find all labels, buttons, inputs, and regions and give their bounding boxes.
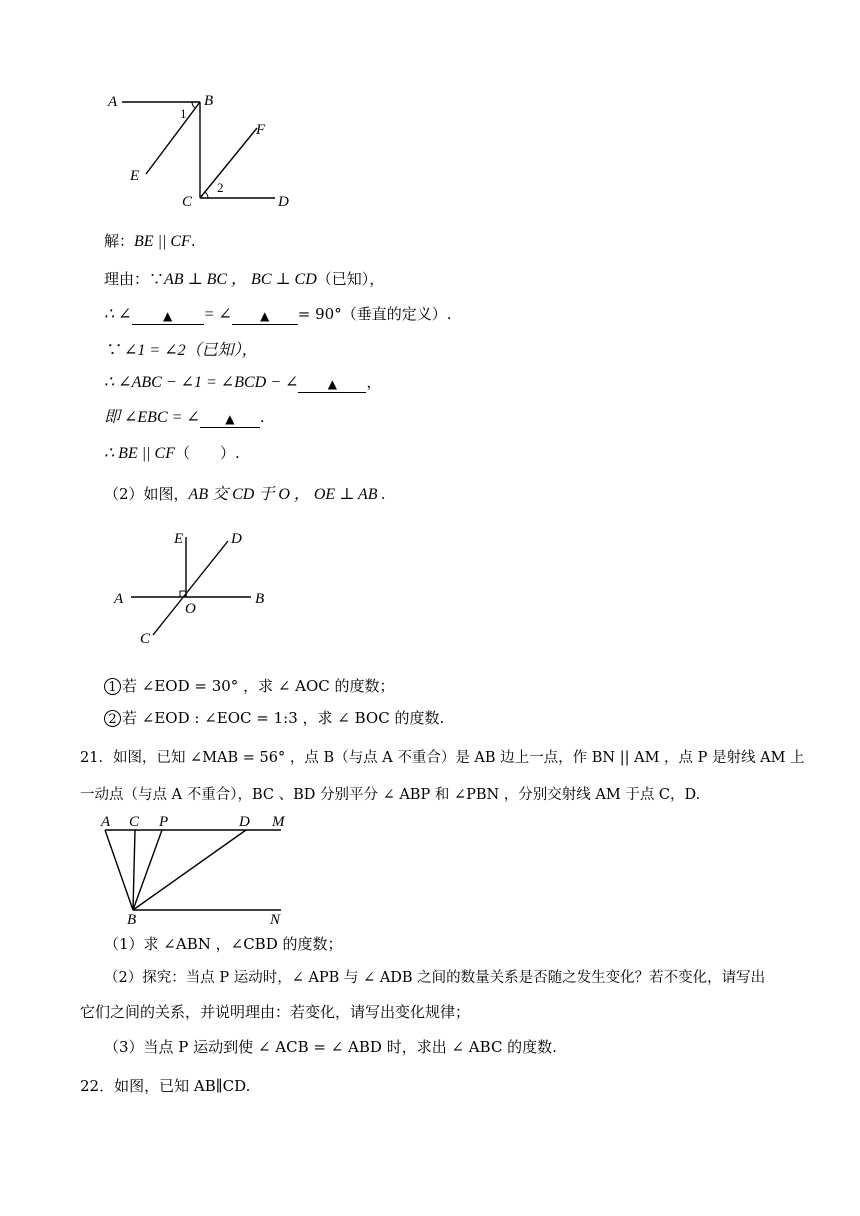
- question-21-sub-2a: （2）探究：当点 P 运动时，∠ APB 与 ∠ ADB 之间的数量关系是否随之发生变化？若不变化，请写出: [104, 970, 766, 986]
- fig2-label-d: D: [231, 531, 242, 547]
- solution-conclusion: 解：BE || CF.: [104, 232, 196, 250]
- fig2-label-a: A: [114, 591, 124, 607]
- part-2-question-2: 2 若 ∠EOD : ∠EOC = 1:3 ，求 ∠ BOC 的度数.: [104, 708, 444, 728]
- fig1-label-b: B: [204, 93, 214, 109]
- fig3-label-b: B: [127, 912, 137, 928]
- fig1-label-f: F: [256, 122, 266, 138]
- fig1-angle-2: 2: [217, 180, 224, 195]
- question-21-sub-3: （3）当点 P 运动到使 ∠ ACB = ∠ ABD 时，求出 ∠ ABC 的度数.: [104, 1038, 557, 1056]
- figure-2: [108, 527, 278, 649]
- fig1-label-a: A: [108, 94, 118, 110]
- fig1-angle-1: 1: [180, 106, 187, 121]
- circled-number-2: 2: [104, 710, 121, 727]
- solution-line-3: ∵ ∠1 = ∠2（已知），: [104, 342, 258, 359]
- fig3-label-c: C: [129, 814, 140, 830]
- fig3-label-p: P: [159, 814, 169, 830]
- fig2-label-e: E: [174, 531, 184, 547]
- fig1-label-c: C: [182, 194, 193, 210]
- solution-reason: 理由：∵AB ⊥ BC ， BC ⊥ CD（已知），: [104, 270, 385, 288]
- question-22-line-1: 22．如图，已知 AB∥CD.: [80, 1077, 251, 1095]
- solution-line-4: ∴ ∠ABC − ∠1 = ∠BCD − ∠ ▲ ，: [104, 373, 382, 391]
- figure-1: [100, 88, 310, 213]
- solution-line-6: ∴ BE || CF（ ）.: [104, 444, 240, 462]
- fig3-label-n: N: [270, 912, 281, 928]
- fig3-label-d: D: [239, 814, 250, 830]
- question-21-line-1: 21．如图，已知 ∠MAB = 56° ，点 B（与点 A 不重合）是 AB 边上一点，作 BN || AM ，点 P 是射线 AM 上: [80, 750, 805, 766]
- solution-line-5: 即 ∠EBC = ∠ ▲ .: [104, 408, 265, 426]
- question-21-sub-1: （1）求 ∠ABN ，∠CBD 的度数；: [104, 935, 343, 953]
- answer-blank-1[interactable]: ▲: [132, 306, 204, 325]
- fig2-label-c: C: [140, 631, 151, 647]
- fig3-label-m: M: [272, 814, 285, 830]
- fig1-label-e: E: [130, 168, 140, 184]
- answer-blank-4[interactable]: ▲: [200, 409, 260, 428]
- figure-3: [98, 810, 298, 930]
- answer-blank-3[interactable]: ▲: [298, 374, 366, 393]
- fig2-label-b: B: [255, 591, 265, 607]
- part-2-question-1: 1 若 ∠EOD = 30° ，求 ∠ AOC 的度数；: [104, 676, 395, 696]
- fig2-label-o: O: [185, 601, 196, 617]
- circled-number-1: 1: [104, 678, 121, 695]
- fig1-label-d: D: [278, 194, 289, 210]
- solution-line-2: ∴ ∠ ▲ = ∠ ▲ = 90°（垂直的定义）.: [104, 305, 452, 323]
- question-21-line-2: 一动点（与点 A 不重合），BC 、BD 分别平分 ∠ ABP 和 ∠PBN ，分别交射线 AM 于点 C，D.: [80, 787, 701, 803]
- fig3-label-a: A: [101, 814, 111, 830]
- question-21-sub-2b: 它们之间的关系，并说明理由：若变化，请写出变化规律；: [80, 1003, 471, 1021]
- answer-blank-2[interactable]: ▲: [232, 306, 298, 325]
- part-2-intro: （2）如图，AB 交 CD 于 O ， OE ⊥ AB .: [104, 485, 386, 503]
